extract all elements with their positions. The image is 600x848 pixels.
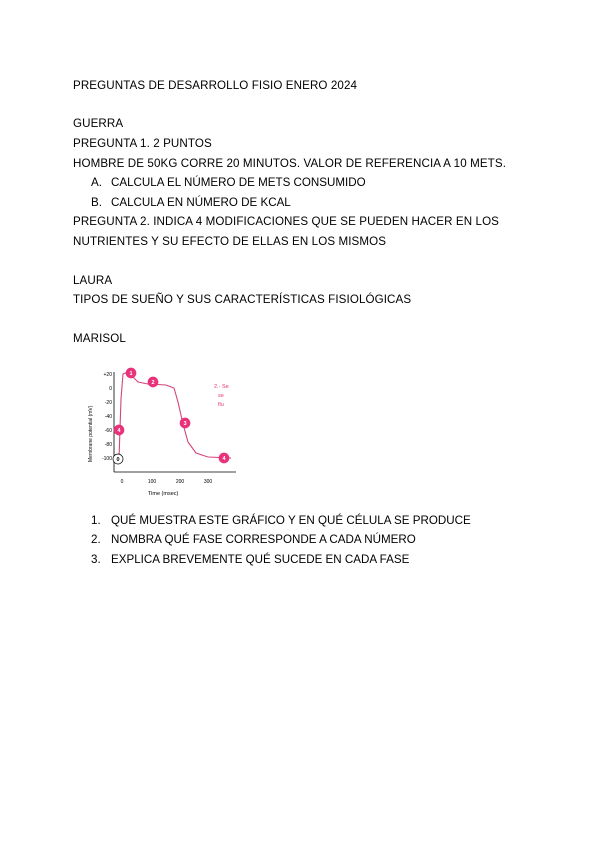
list-item-text: CALCULA EL NÚMERO DE METS CONSUMIDO: [111, 176, 366, 189]
phase-marker-label: 2: [151, 380, 155, 386]
phase-marker-label: 1: [129, 371, 133, 377]
phase-marker-label: 4: [117, 428, 121, 434]
question-1-text: HOMBRE DE 50KG CORRE 20 MINUTOS. VALOR DE REFERENCIA A 10 METS.: [73, 157, 507, 170]
y-tick-label: -80: [104, 442, 112, 448]
side-annotation: [214, 384, 229, 408]
x-tick-label: 200: [175, 479, 185, 485]
phase-marker-label: 3: [183, 421, 187, 427]
list-marker: 3.: [91, 553, 101, 566]
question-2-line-1: PREGUNTA 2. INDICA 4 MODIFICACIONES QUE SE PUEDEN HACER EN LOS: [73, 215, 500, 228]
question-2-line-2: NUTRIENTES Y SU EFECTO DE ELLAS EN LOS MISMOS: [73, 235, 387, 248]
side-annotation-line: flu: [218, 402, 224, 408]
x-tick-label: 100: [147, 479, 157, 485]
laura-question: TIPOS DE SUEÑO Y SUS CARACTERÍSTICAS FISIOLÓGICAS: [73, 293, 412, 306]
list-marker: 2.: [91, 533, 101, 546]
y-tick-label: -20: [104, 400, 112, 406]
list-marker: A.: [91, 176, 102, 189]
phase-marker-label: 4: [222, 456, 226, 462]
x-tick-labels: [121, 479, 213, 485]
side-annotation-line: se: [218, 393, 224, 399]
y-tick-labels: [102, 372, 112, 462]
question-1-item-a: [91, 176, 366, 190]
list-item-text: EXPLICA BREVEMENTE QUÉ SUCEDE EN CADA FASE: [111, 553, 410, 566]
marisol-question-3: [91, 553, 409, 567]
question-1-header: PREGUNTA 1. 2 PUNTOS: [73, 137, 212, 150]
side-annotation-line: 2.- Se: [214, 384, 229, 390]
action-potential-graph: [86, 364, 238, 502]
document-title: PREGUNTAS DE DESARROLLO FISIO ENERO 2024: [73, 79, 358, 92]
list-marker: B.: [91, 196, 102, 209]
phase-marker-label: 0: [116, 457, 120, 463]
x-axis-label: Time (msec): [148, 491, 179, 497]
list-item-text: NOMBRA QUÉ FASE CORRESPONDE A CADA NÚMERO: [111, 533, 416, 546]
marisol-question-1: [91, 514, 471, 528]
y-tick-label: -100: [101, 456, 112, 462]
action-potential-figure: [86, 364, 238, 502]
list-marker: 1.: [91, 514, 101, 527]
y-tick-label: 0: [109, 386, 112, 392]
y-tick-label: +20: [103, 372, 112, 378]
question-1-item-b: [91, 196, 291, 210]
list-item-text: CALCULA EN NÚMERO DE KCAL: [111, 196, 291, 209]
y-tick-label: -60: [104, 428, 112, 434]
x-tick-label: 0: [120, 479, 124, 485]
y-axis-label: Membrane potential (mV): [88, 405, 94, 462]
marisol-question-2: [91, 533, 416, 547]
x-tick-label: 300: [203, 479, 213, 485]
y-tick-label: -40: [104, 414, 112, 420]
phase-markers: [113, 368, 229, 464]
section-guerra-heading: GUERRA: [73, 117, 124, 130]
section-marisol-heading: MARISOL: [73, 332, 126, 345]
section-laura-heading: LAURA: [73, 274, 113, 287]
list-item-text: QUÉ MUESTRA ESTE GRÁFICO Y EN QUÉ CÉLULA SE PRODUCE: [111, 514, 471, 527]
